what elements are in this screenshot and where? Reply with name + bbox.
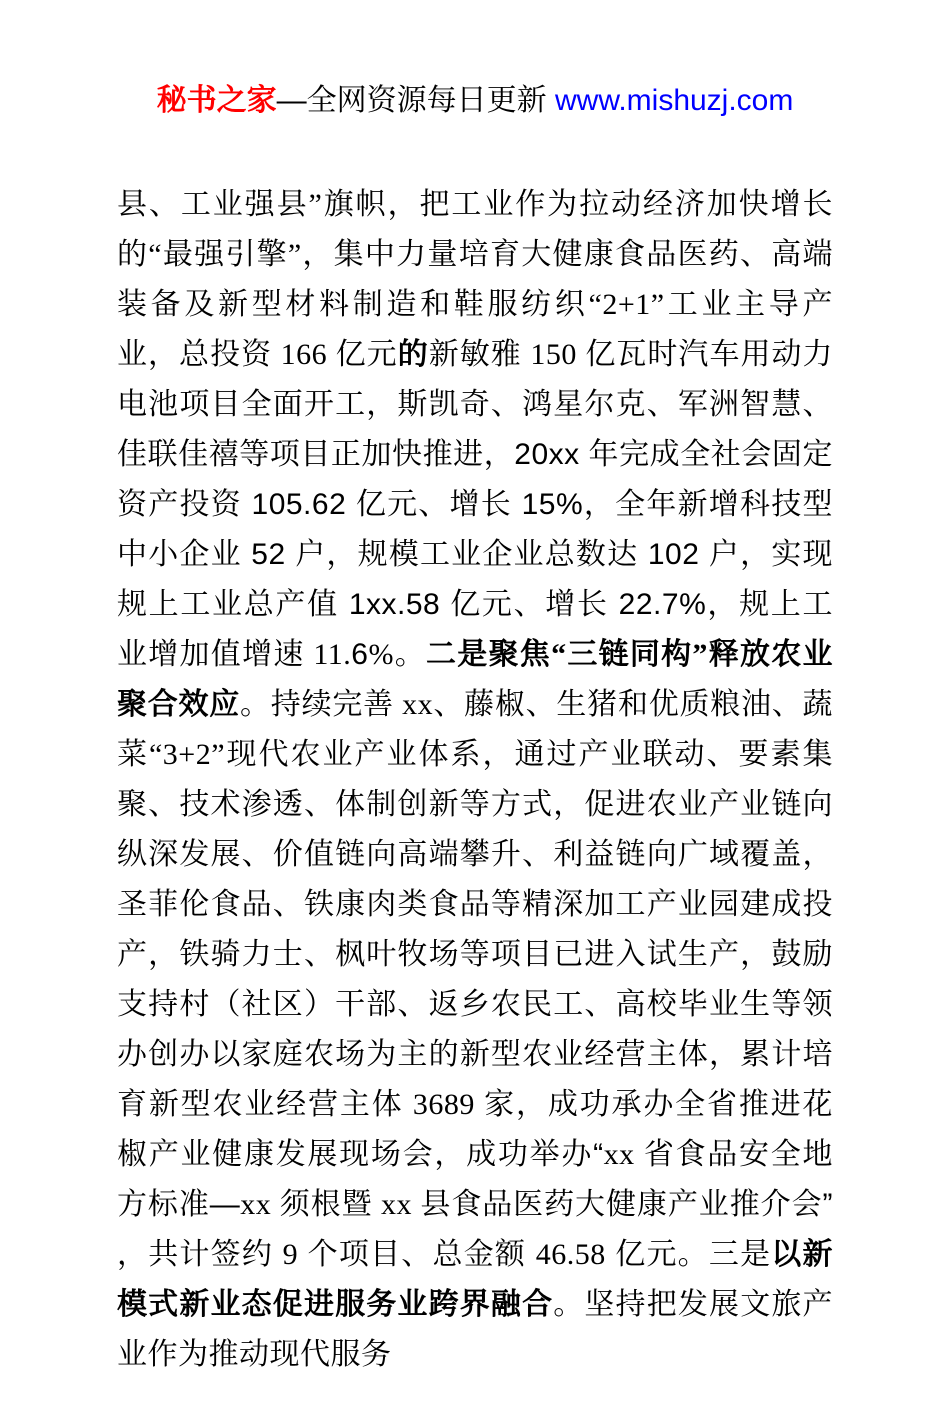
text-run: 成功承办全省推进花椒产业健康发展现场会，成功举办“	[117, 1088, 834, 1171]
text-run: 46.58	[535, 1238, 606, 1271]
text-run: 亿元。三是	[605, 1238, 772, 1271]
site-brand: 秘书之家	[156, 84, 277, 117]
site-tagline: —全网资源每日更新	[276, 84, 555, 117]
text-run: xx 须根暨 xx	[240, 1188, 421, 1221]
site-url-link[interactable]: www.mishuzj.com	[554, 84, 794, 117]
text-run: 20xx 年完成全社会固定资产投资 105.62 亿元、增长 15%，全年新增科技型中小企业 52 户，规模工业企业总数达 102 户，实现规上工业总产值 1xx.58 亿元、增长 22.7%，	[117, 438, 833, 621]
document-body-paragraph	[117, 180, 833, 1380]
text-run: 发展文旅产业作为推动现代服务	[117, 1288, 834, 1371]
text-run: xx	[603, 1138, 644, 1171]
text-run: 的	[397, 338, 429, 371]
text-run: 9	[282, 1238, 299, 1271]
text-run: 规上工业增加值增速 11.	[117, 588, 833, 671]
page-header	[0, 82, 950, 120]
text-run: %。	[368, 638, 426, 671]
text-run: 。持续完善 xx、藤椒、生猪和优质粮油、蔬菜“3+2”现代农业产业体系，通过产业联动、要素集聚、技术渗透、体制创新等方式，促进农业产业链向纵深发展、价值链向高端攀升、利益链向广域覆盖，	[117, 688, 834, 871]
text-run: 以新模式新业态促进服务业跨界融合	[117, 1238, 834, 1321]
text-run: 县、工业强县”旗帜，把工业作为拉动经济加快增长的“最强引擎”，集中力量培育大健康食品医药、高端装备及新型材料制造和鞋服纺织“2+1”工业主导产业，总投资 166 亿元	[117, 188, 833, 371]
text-run: 6	[351, 638, 369, 671]
text-run: 新敏雅 150 亿瓦时汽车用动力电池项目全面开工，斯凯奇、鸿星尔克、军洲智慧、佳联佳禧等项目正加快推进，	[117, 338, 834, 471]
text-run: 省食品安全地方标准—	[117, 1138, 834, 1221]
text-run: 鼓励支持村（社区）干部、返乡农民工、高校毕业生等领办创办以家庭农场为主的新型农业经营主体，累计培育新型农业经营主体 3689 家，	[117, 938, 834, 1121]
text-run: 二是聚焦“三链同构”释放农业聚合效应	[117, 638, 833, 721]
text-run: 县食品医药大健康产业推介会” ，共计签约	[117, 1188, 833, 1271]
text-run: 个项目、总金额	[298, 1238, 536, 1271]
text-run: 圣菲伦食品、铁康肉类食品等精深加工产业园建成投产，铁骑力士、枫叶牧场等项目已进入试生产，	[117, 888, 833, 971]
text-run: 。坚持把	[553, 1288, 678, 1321]
document-page	[0, 82, 950, 1426]
